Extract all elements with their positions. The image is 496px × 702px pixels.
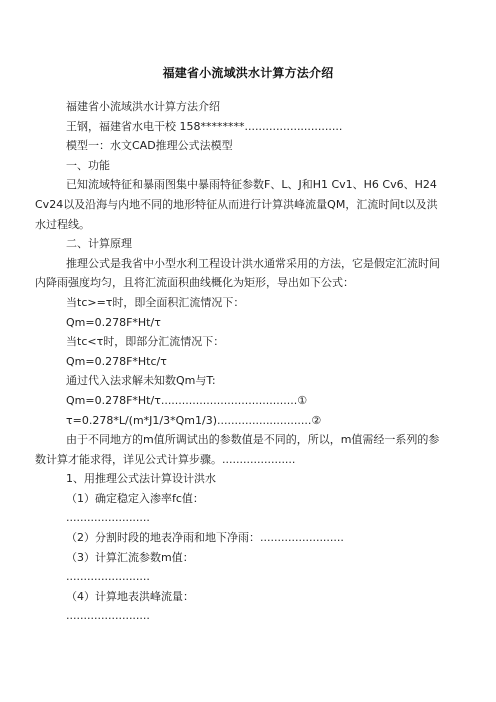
step-4-dots: ........................ [66,609,150,623]
step-2: （2）分割时段的地表净雨和地下净雨：........................ [66,531,344,545]
author-line: 王钢，福建省水电干校 158********............................ [66,119,343,133]
formula-full-area: Qm=0.278F*Ht/τ [66,315,161,329]
step-1-dots: ........................ [66,511,150,525]
formula-2: τ=0.278*L/(m*J1/3*Qm1/3)...........................② [66,413,322,427]
formula-1: Qm=0.278F*Ht/τ.......................................① [66,393,308,407]
formula-partial-area: Qm=0.278F*Htc/τ [66,354,167,368]
step-3-dots: ........................ [66,570,150,584]
step-4: （4）计算地表洪峰流量： [66,589,194,603]
section-heading-principle: 二、计算原理 [66,237,132,251]
document-body [35,97,448,626]
model-heading: 模型一：水文CAD推理公式法模型 [66,139,233,153]
principle-paragraph: 推理公式是我省中小型水利工程设计洪水通常采用的方法，它是假定汇流时间内降雨强度均匀，且将汇流面积曲线概化为矩形，导出如下公式： [35,256,440,290]
document-title: 福建省小流域洪水计算方法介绍 [162,66,334,80]
step-1: （1）确定稳定入渗率fc值： [66,491,204,505]
subtitle-line: 福建省小流域洪水计算方法介绍 [66,100,220,113]
step-3: （3）计算汇流参数m值： [66,550,194,564]
condition-full-area: 当tc>=τ时，即全面积汇流情况下： [66,295,245,309]
section-heading-function: 一、功能 [66,158,110,172]
substitution-intro: 通过代入法求解未知数Qm与T: [66,374,216,388]
condition-partial-area: 当tc<τ时，即部分汇流情况下： [66,335,225,349]
m-value-paragraph: 由于不同地方的m值所调试出的参数值是不同的，所以，m值需经一系列的参数计算才能求得，详见公式计算步骤。..................... [35,433,440,466]
step-heading: 1、用推理公式法计算设计洪水 [66,472,216,486]
function-paragraph: 已知流域特征和暴雨图集中暴雨特征参数F、L、J和H1 Cv1、H6 Cv6、H24 Cv24以及沿海与内地不同的地形特征从而进行计算洪峰流量QM，汇流时间t以及洪水过程线。 [35,178,438,231]
